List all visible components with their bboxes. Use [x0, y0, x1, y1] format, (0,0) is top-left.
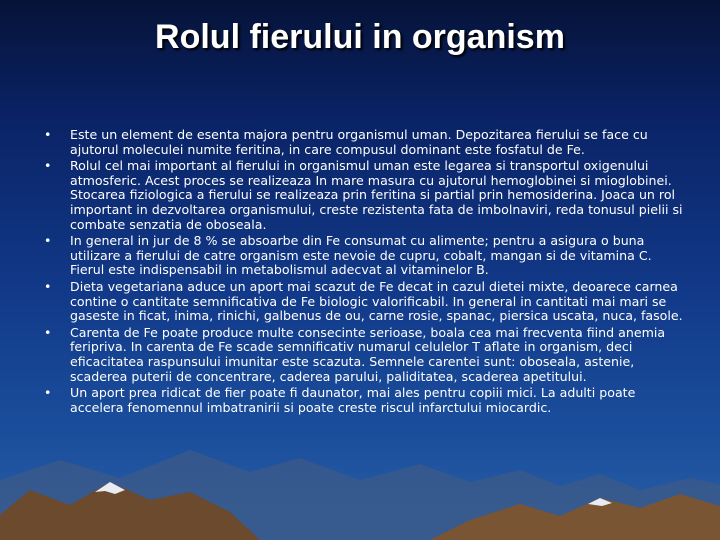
- mountain-landscape: [0, 420, 720, 540]
- bullet-text: Este un element de esenta majora pentru organismul uman. Depozitarea fierului se face cu ajutorul moleculei numite feritina, in care compusul dominant este fosfatul de Fe.: [70, 127, 648, 157]
- bullet-dot-icon: •: [44, 278, 52, 294]
- bullet-item: [44, 234, 684, 278]
- bullet-item: [44, 326, 684, 384]
- bullet-item: [44, 280, 684, 324]
- bullet-text: Un aport prea ridicat de fier poate fi daunator, mai ales pentru copiii mici. La adulti poate accelera fenomennul imbatranirii si poate creste riscul infarctului miocardic.: [70, 385, 636, 415]
- bullet-item: [44, 159, 684, 232]
- bullet-list: [44, 128, 684, 417]
- bullet-dot-icon: •: [44, 233, 52, 249]
- bullet-dot-icon: •: [44, 324, 52, 340]
- bullet-item: [44, 386, 684, 415]
- slide-title: Rolul fierului in organism: [155, 18, 565, 56]
- bullet-text: Dieta vegetariana aduce un aport mai scazut de Fe decat in cazul dietei mixte, deoarece carnea contine o cantitate semnificativa de Fe biologic valorificabil. In general in cantitati mai mari se gaseste in ficat, inima, rinichi, galbenus de ou, carne rosie, spanac, piersica uscata, nuca, fasole.: [70, 278, 683, 324]
- bullet-text: In general in jur de 8 % se absoarbe din Fe consumat cu alimente; pentru a asigura o buna utilizare a fierului de catre organism este nevoie de cupru, cobalt, mangan si de vitamina C. Fierul este indispensabil in metabolismul adecvat al vitaminelor B.: [70, 233, 652, 278]
- bullet-item: [44, 128, 684, 157]
- bullet-dot-icon: •: [44, 158, 52, 174]
- bullet-dot-icon: •: [44, 127, 52, 142]
- bullet-text: Rolul cel mai important al fierului in organismul uman este legarea si transportul oxigenului atmosferic. Acest proces se realizeaza In mare masura cu ajutorul hemoglobinei si mioglobinei. Stocarea fiziologica a fierului se realizeaza prin feritina si partial prin hemosiderina. Joaca un rol important in dezvoltarea organismului, creste rezistenta fata de imbolnaviri, reda tonusul pielii si combate senzatia de oboseala.: [70, 158, 683, 232]
- bullet-text: Carenta de Fe poate produce multe consecinte serioase, boala cea mai frecventa fiind anemia feriprivа. In carenta de Fe scade semnificativ numarul celulelor T aflate in organism, deci eficacitatea raspunsului imunitar este scazuta. Semnele carentei sunt: oboseala, astenie, scaderea puterii de concentrare, caderea parului, paliditatea, scaderea apetitului.: [70, 324, 666, 384]
- bullet-dot-icon: •: [44, 385, 52, 401]
